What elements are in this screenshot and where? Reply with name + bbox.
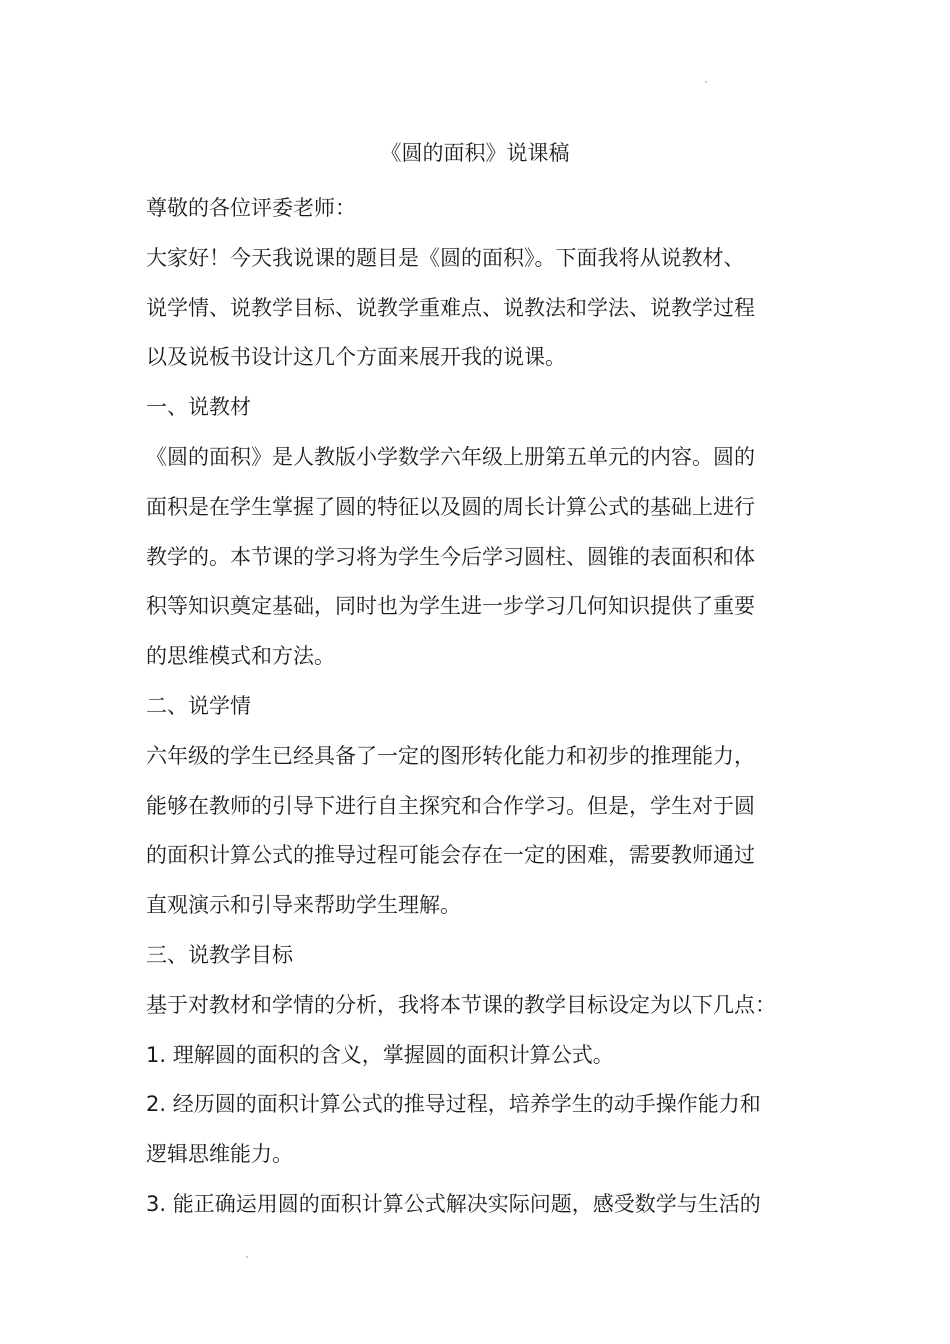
objectives-intro-line: 基于对教材和学情的分析，我将本节课的教学目标设定为以下几点：	[146, 992, 776, 1017]
objective-1-line: 1. 理解圆的面积的含义，掌握圆的面积计算公式。	[146, 1042, 614, 1067]
textbook-line-3: 教学的。本节课的学习将为学生今后学习圆柱、圆锥的表面积和体	[146, 544, 755, 569]
salutation-line: 尊敬的各位评委老师：	[146, 196, 356, 220]
objective-2-line-1: 2. 经历圆的面积计算公式的推导过程，培养学生的动手操作能力和	[146, 1092, 761, 1117]
section-heading-textbook: 一、说教材	[146, 395, 251, 420]
objective-3-line-1: 3. 能正确运用圆的面积计算公式解决实际问题，感受数学与生活的	[146, 1191, 761, 1216]
textbook-line-1: 《圆的面积》是人教版小学数学六年级上册第五单元的内容。圆的	[146, 444, 755, 469]
students-line-2: 能够在教师的引导下进行自主探究和合作学习。但是，学生对于圆	[146, 793, 755, 818]
intro-line-1: 大家好！今天我说课的题目是《圆的面积》。下面我将从说教材、	[146, 245, 745, 270]
scan-speck	[246, 1256, 248, 1258]
document-body	[146, 184, 810, 1230]
students-line-4: 直观演示和引导来帮助学生理解。	[146, 893, 461, 918]
students-line-3: 的面积计算公式的推导过程可能会存在一定的困难，需要教师通过	[146, 843, 755, 868]
section-heading-objectives: 三、说教学目标	[146, 942, 293, 967]
scan-speck	[705, 81, 707, 83]
section-heading-students: 二、说学情	[146, 693, 251, 718]
textbook-line-4: 积等知识奠定基础，同时也为学生进一步学习几何知识提供了重要	[146, 594, 755, 619]
textbook-line-5: 的思维模式和方法。	[146, 644, 335, 669]
students-line-1: 六年级的学生已经具备了一定的图形转化能力和初步的推理能力，	[146, 743, 755, 768]
document-title: 《圆的面积》说课稿	[380, 141, 570, 165]
textbook-line-2: 面积是在学生掌握了圆的特征以及圆的周长计算公式的基础上进行	[146, 494, 755, 519]
intro-line-3: 以及说板书设计这几个方面来展开我的说课。	[146, 345, 566, 370]
objective-2-line-2: 逻辑思维能力。	[146, 1142, 293, 1167]
intro-line-2: 说学情、说教学目标、说教学重难点、说教法和学法、说教学过程	[146, 295, 755, 320]
